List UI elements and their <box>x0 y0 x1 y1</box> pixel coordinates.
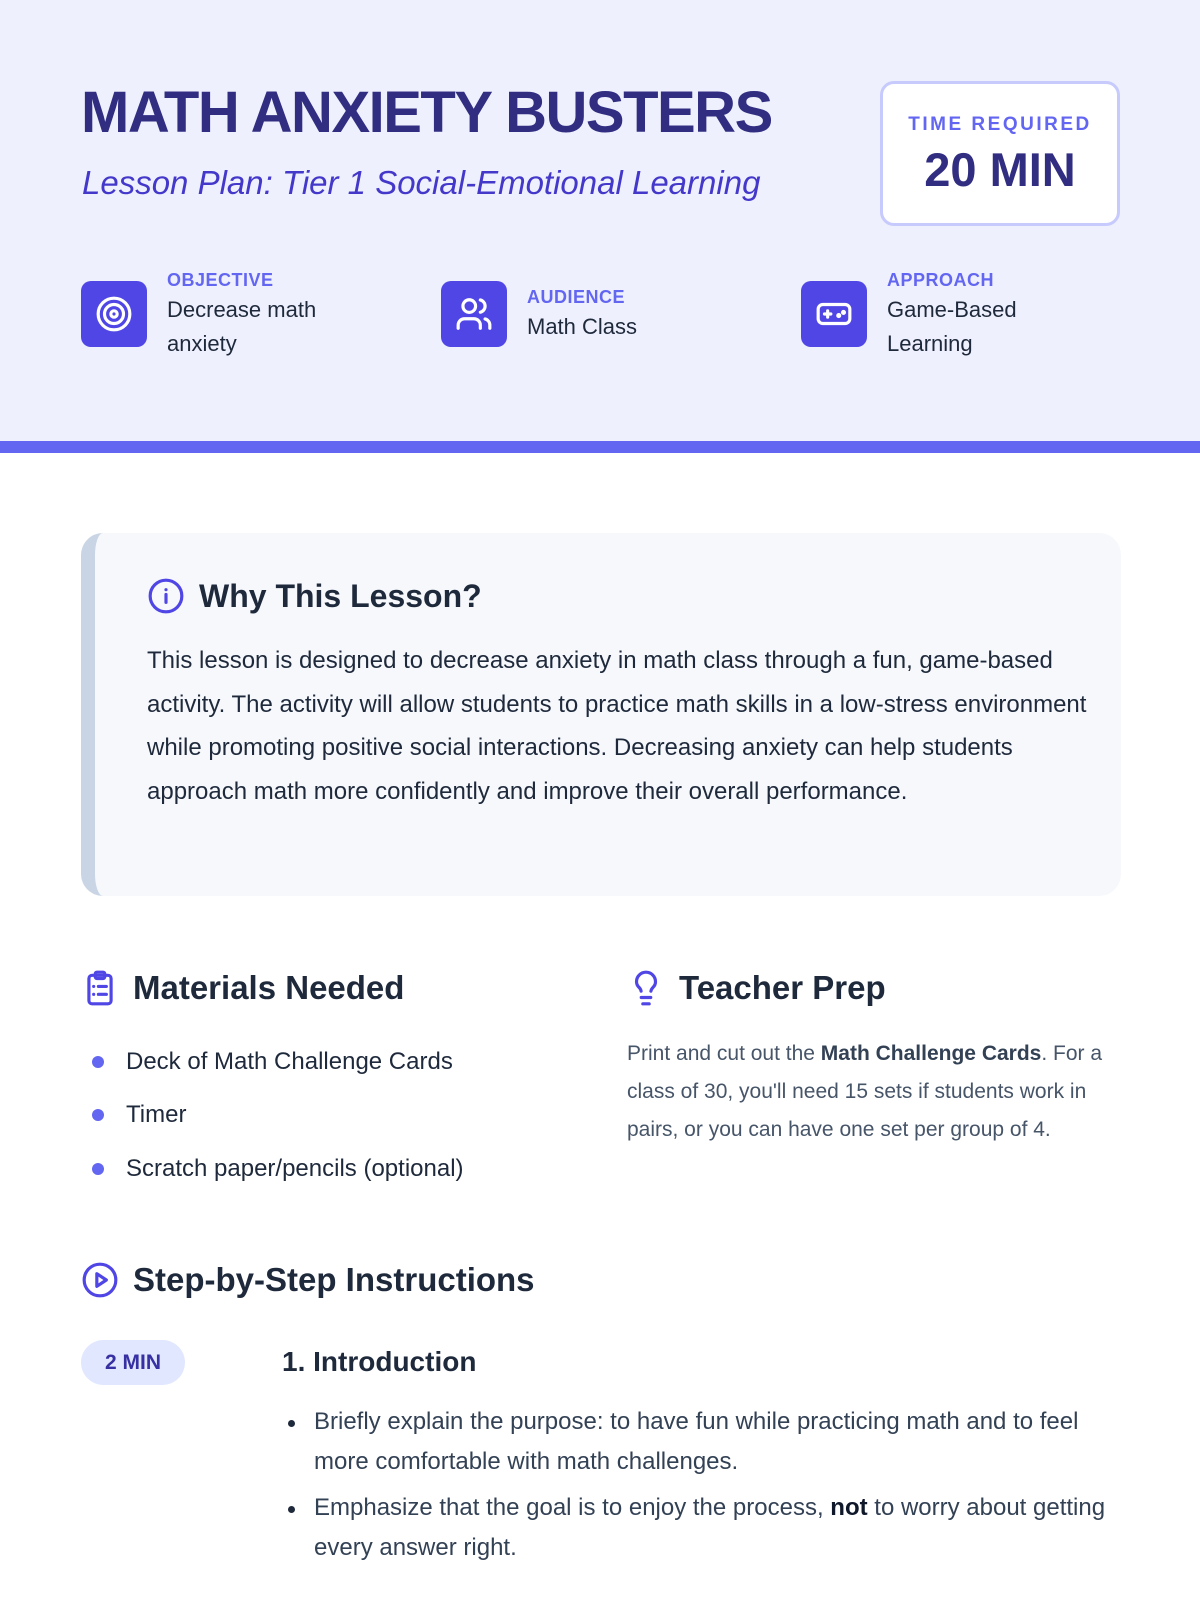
bullet-dot <box>92 1056 104 1068</box>
why-this-lesson-card <box>81 533 1121 896</box>
list-item <box>92 1035 464 1089</box>
time-required-card <box>880 81 1120 226</box>
objective-value: Decrease math anxiety <box>167 297 317 356</box>
time-required-label: TIME REQUIRED <box>908 114 1092 135</box>
users-icon <box>441 281 507 347</box>
materials-title: Materials Needed <box>133 969 405 1006</box>
header-divider <box>0 441 1200 453</box>
lightbulb-icon <box>627 968 665 1008</box>
info-icon <box>147 577 185 615</box>
gamepad-icon <box>801 281 867 347</box>
list-item <box>92 1089 464 1143</box>
material-label: Timer <box>126 1101 187 1129</box>
material-label: Deck of Math Challenge Cards <box>126 1047 453 1075</box>
bullet-emphasis: not <box>830 1494 868 1521</box>
teacher-prep-title: Teacher Prep <box>679 969 886 1006</box>
bullet-dot <box>92 1163 104 1175</box>
materials-list <box>92 1035 464 1196</box>
approach-label: APPROACH <box>887 270 995 290</box>
list-item <box>286 1488 1126 1568</box>
prep-text-bold: Math Challenge Cards <box>820 1042 1042 1065</box>
why-title: Why This Lesson? <box>199 578 482 614</box>
page-subtitle: Lesson Plan: Tier 1 Social-Emotional Learning <box>82 164 761 201</box>
objective-label: OBJECTIVE <box>167 270 274 290</box>
audience-value: Math Class <box>527 314 638 339</box>
bullet-dot <box>92 1109 104 1121</box>
material-label: Scratch paper/pencils (optional) <box>126 1154 464 1182</box>
steps-heading <box>81 1259 535 1301</box>
list-item <box>286 1402 1126 1482</box>
teacher-prep-heading <box>627 967 886 1009</box>
bullet-text: to worry about getting every answer right. <box>314 1494 1106 1561</box>
steps-title: Step-by-Step Instructions <box>133 1261 535 1298</box>
clipboard-list-icon <box>81 968 119 1008</box>
step-title: 1. Introduction <box>282 1346 477 1377</box>
step-duration-badge: 2 MIN <box>81 1340 185 1385</box>
teacher-prep-text <box>627 1035 1127 1149</box>
materials-heading <box>81 967 404 1009</box>
play-circle-icon <box>81 1261 119 1299</box>
prep-text-part: . For a class of 30, you'll need 15 sets if students work in pairs, or you can have one set per group of 4. <box>627 1042 1103 1141</box>
why-body: This lesson is designed to decrease anxiety in math class through a fun, game-based activity. The activity will allow students to practice math skills in a low-stress environment while promoting positive social interactions. Decreasing anxiety can help students approach math more confidently and improve their overall performance. <box>147 647 1087 805</box>
target-icon <box>81 281 147 347</box>
audience-label: AUDIENCE <box>527 287 626 307</box>
page-title: MATH ANXIETY BUSTERS <box>81 80 772 145</box>
list-item <box>92 1142 464 1196</box>
prep-text-part: Print and cut out the <box>627 1042 821 1065</box>
bullet-text: Briefly explain the purpose: to have fun while practicing math and to feel more comfortable with math challenges. <box>314 1408 1079 1475</box>
bullet-text: Emphasize that the goal is to enjoy the process, <box>314 1494 831 1521</box>
step-bullets <box>286 1402 1126 1574</box>
time-required-value: 20 MIN <box>924 143 1076 196</box>
approach-value: Game-Based Learning <box>887 297 1017 356</box>
